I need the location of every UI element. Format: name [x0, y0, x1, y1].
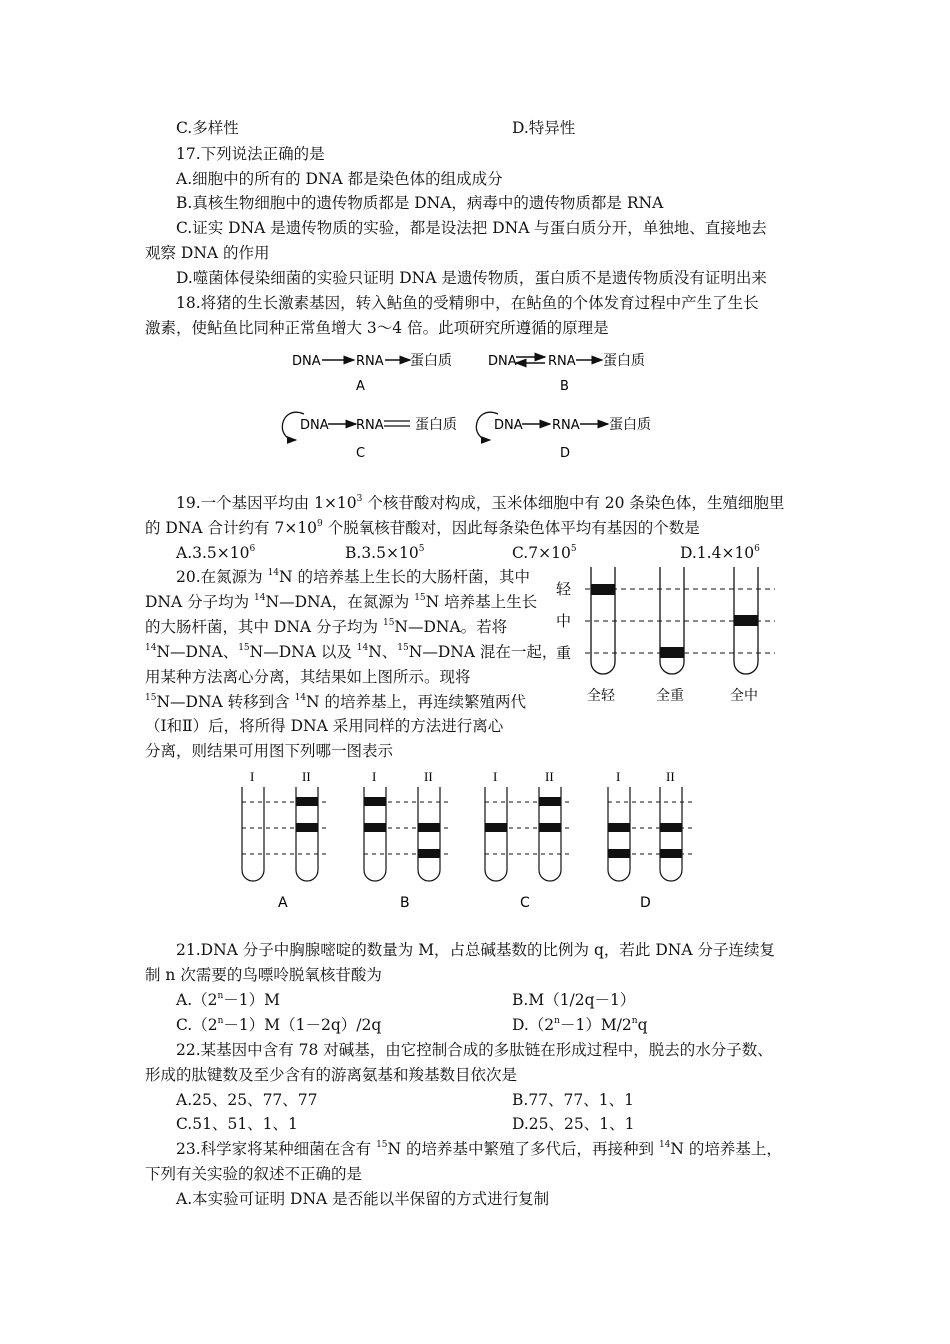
label-heavy: 重: [556, 644, 572, 662]
option-a-ii-middle-band: [296, 823, 318, 832]
option-d-i-middle-band: [608, 823, 630, 832]
option-c-ii-middle-band: [539, 823, 561, 832]
q22-option-a: A.25、25、77、77: [176, 1091, 318, 1109]
label-light: 轻: [556, 580, 572, 598]
q21-option-c: $C.(2^n-1)M(1-2q)/2q$: [176, 1016, 382, 1034]
q18-stem-line1: 18.将猪的生长激素基因，转入鲇鱼的受精卵中，在鲇鱼的个体发育过程中产生了生长: [176, 294, 759, 312]
option-d-gen2: II: [666, 769, 675, 784]
q17-option-a: A.细胞中的所有的 DNA 都是染色体的组成成分: [176, 170, 503, 188]
q18-c-dna: DNA: [300, 418, 329, 433]
q20-stem-line3: 的大肠杆菌，其中 DNA 分子均为 $^{15}$N—DNA。若将: [145, 618, 508, 636]
q18-label-a: A: [356, 379, 365, 394]
q17-option-c-line2: 观察 DNA 的作用: [145, 244, 270, 262]
option-d-label: D: [640, 895, 651, 911]
q17-option-c-line1: C.证实 DNA 是遗传物质的实验，都是设法把 DNA 与蛋白质分开，单独地、直接地去: [176, 219, 767, 237]
q21-option-d: $D.(2^n-1)M/2^nq$: [512, 1016, 648, 1034]
q22-option-d: D.25、25、1、1: [512, 1115, 635, 1133]
q21-option-a: $A.(2^n-1)M$: [176, 991, 281, 1009]
tube-label-all-middle: 全中: [730, 688, 758, 704]
q22-option-b: B.77、77、1、1: [512, 1091, 634, 1109]
q18-c-rna: RNA: [356, 418, 384, 433]
option-a-label: A: [278, 895, 288, 911]
q20-reference-tubes: [550, 562, 780, 710]
q22-stem-line1: 22.某基因中含有 78 对碱基，由它控制合成的多肽链在形成过程中，脱去的水分子数、: [176, 1041, 773, 1059]
q20-stem-line4: $^{14}$N—DNA、$^{15}$N—DNA 以及 $^{14}$N、$^{15}$N—DNA 混在一起，: [145, 643, 558, 661]
band-all-middle: [734, 615, 758, 626]
q18-b-rna: RNA: [548, 354, 576, 369]
q18-label-d: D: [560, 446, 571, 461]
option-c-i-middle-band: [485, 823, 507, 832]
option-b-gen2: II: [424, 769, 433, 784]
q18-a-dna: DNA: [292, 354, 321, 369]
q20-stem-line1: 20.在氮源为 $^{14}$N 的培养基上生长的大肠杆菌，其中: [176, 568, 531, 586]
q20-stem-line5: 用某种方法离心分离，其结果如上图所示。现将: [145, 668, 471, 686]
option-b-label: B: [400, 895, 410, 911]
option-a-ii-light-band: [296, 797, 318, 806]
band-all-light: [591, 584, 615, 595]
q21-stem-line2: 制 n 次需要的鸟嘌呤脱氧核苷酸为: [145, 966, 382, 984]
q20-answer-tubes: [230, 765, 700, 915]
q17-option-d: D.噬菌体侵染细菌的实验只证明 DNA 是遗传物质，蛋白质不是遗传物质没有证明出来: [176, 269, 767, 287]
q18-c-protein: 蛋白质: [415, 417, 457, 433]
q19-stem-line2: 的 DNA 合计约有 $7\times 10^9$ 个脱氧核苷酸对，因此每条染色体平均有基因的个数是: [145, 519, 700, 537]
tube-label-all-light: 全轻: [587, 688, 615, 704]
label-middle: 中: [556, 612, 572, 630]
option-c-label: C: [520, 895, 530, 911]
band-all-heavy: [660, 647, 684, 658]
option-b-i-light-band: [364, 797, 386, 806]
q19-stem-line1: 19.一个基因平均由 $1\times 10^3$ 个核苷酸对构成，玉米体细胞中有 20 条染色体，生殖细胞里: [176, 494, 785, 512]
q18-b-dna: DNA: [488, 354, 517, 369]
option-a-gen2: II: [302, 769, 311, 784]
option-d-gen1: I: [616, 769, 621, 784]
option-b-ii-middle-band: [418, 823, 440, 832]
q23-stem-line2: 下列有关实验的叙述不正确的是: [145, 1165, 363, 1183]
q18-a-rna: RNA: [356, 354, 384, 369]
q21-stem-line1: 21.DNA 分子中胸腺嘧啶的数量为 M，占总碱基数的比例为 q，若此 DNA 分子连续复: [176, 941, 775, 959]
q16-option-c: C.多样性: [176, 119, 239, 137]
q19-option-c: $C.7\times 10^5$: [512, 544, 577, 562]
q16-option-d: D.特异性: [512, 119, 576, 137]
q22-stem-line2: 形成的肽键数及至少含有的游离氨基和羧基数目依次是: [145, 1066, 518, 1084]
q23-option-a: A.本实验可证明 DNA 是否能以半保留的方式进行复制: [176, 1190, 550, 1208]
q22-option-c: C.51、51、1、1: [176, 1115, 298, 1133]
q19-option-b: $B.3.5\times 10^5$: [345, 544, 425, 562]
q19-option-a: $A.3.5\times 10^6$: [176, 544, 256, 562]
q18-d-protein: 蛋白质: [609, 417, 651, 433]
q20-stem-line2: DNA 分子均为 $^{14}$N—DNA，在氮源为 $^{15}$N 培养基上生长: [145, 593, 538, 611]
q17-stem: 17.下列说法正确的是: [176, 145, 325, 163]
q18-b-protein: 蛋白质: [603, 353, 645, 369]
q18-stem-line2: 激素，使鲇鱼比同种正常鱼增大 3～4 倍。此项研究所遵循的原理是: [145, 319, 609, 337]
q18-diagram: [270, 342, 670, 467]
q18-a-protein: 蛋白质: [410, 353, 452, 369]
option-c-gen1: I: [493, 769, 498, 784]
q20-stem-line7: （Ⅰ和Ⅱ）后，将所得 DNA 采用同样的方法进行离心: [145, 717, 504, 735]
option-b-ii-heavy-band: [418, 849, 440, 858]
q20-stem-line6: $^{15}$N—DNA 转移到含 $^{14}$N 的培养基上，再连续繁殖两代: [145, 693, 527, 711]
q20-stem-line8: 分离，则结果可用图下列哪一图表示: [145, 742, 394, 760]
tube-label-all-heavy: 全重: [656, 688, 684, 704]
option-a-gen1: I: [250, 769, 255, 784]
q18-label-b: B: [560, 379, 569, 394]
q17-option-b: B.真核生物细胞中的遗传物质都是 DNA，病毒中的遗传物质都是 RNA: [176, 194, 664, 212]
option-c-gen2: II: [545, 769, 554, 784]
option-d-ii-middle-band: [660, 823, 682, 832]
option-c-ii-light-band: [539, 797, 561, 806]
option-b-i-middle-band: [364, 823, 386, 832]
q21-option-b: B.M（1/2q－1）: [512, 991, 636, 1009]
q18-label-c: C: [356, 446, 366, 461]
q18-d-rna: RNA: [552, 418, 580, 433]
option-d-i-heavy-band: [608, 849, 630, 858]
q19-option-d: $D.1.4\times 10^6$: [680, 544, 760, 562]
q18-d-dna: DNA: [494, 418, 523, 433]
option-b-gen1: I: [372, 769, 377, 784]
option-d-ii-heavy-band: [660, 849, 682, 858]
q23-stem-line1: 23.科学家将某种细菌在含有 $^{15}$N 的培养基中繁殖了多代后，再接种到 $^{14}$N 的培养基上，: [176, 1140, 782, 1158]
